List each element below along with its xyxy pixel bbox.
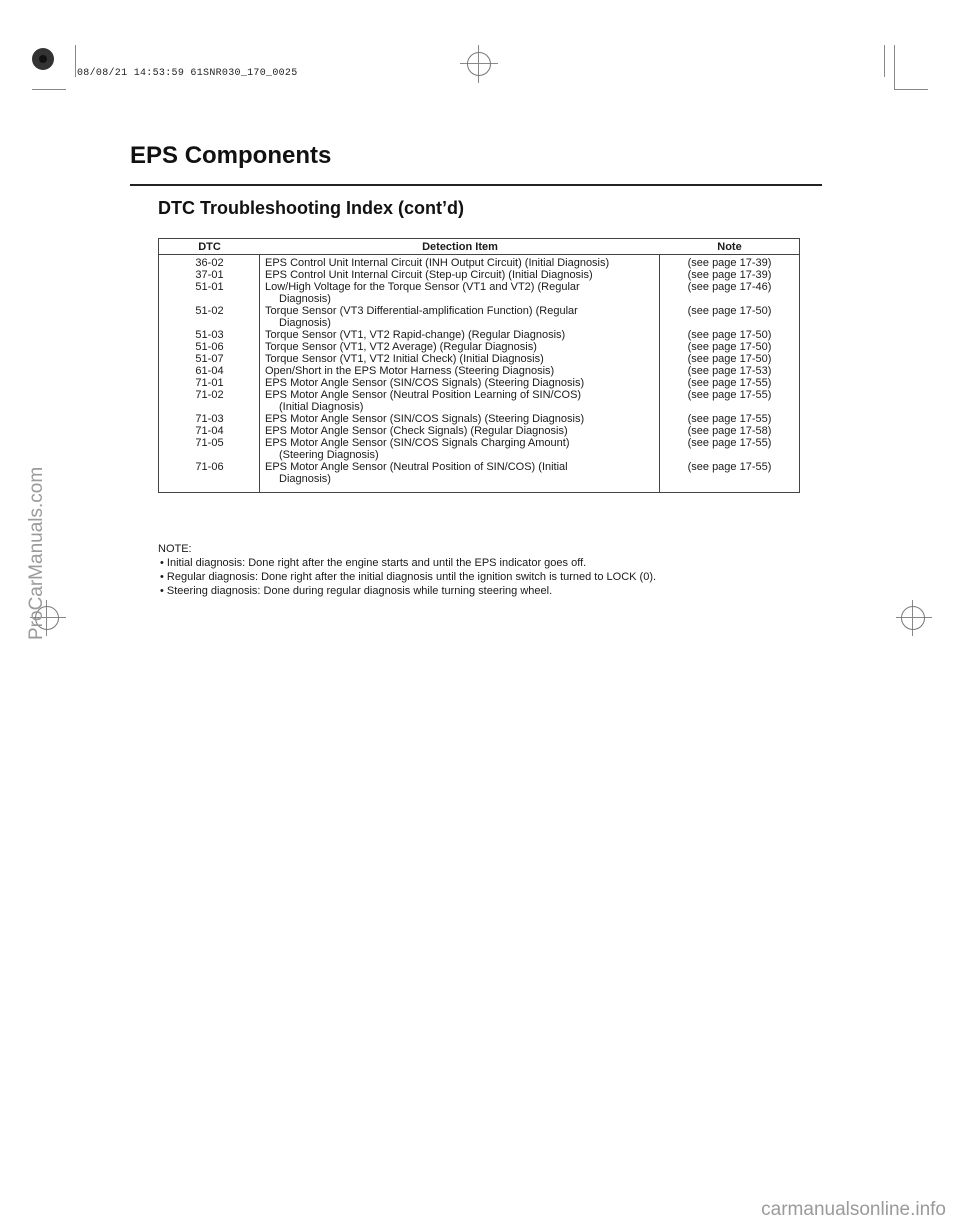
page-reference: (see page 17-55) bbox=[687, 377, 772, 389]
table-row bbox=[159, 329, 799, 341]
detection-item bbox=[260, 329, 660, 341]
table-header bbox=[159, 239, 799, 255]
dtc-code: 71-02 bbox=[195, 389, 224, 401]
table-rows bbox=[159, 257, 799, 485]
dtc-code: 71-05 bbox=[195, 437, 224, 449]
detection-item-line: EPS Control Unit Internal Circuit (Step-up Circuit) (Initial Diagnosis) bbox=[265, 269, 593, 281]
page-reference: (see page 17-55) bbox=[687, 413, 772, 425]
title-divider bbox=[130, 184, 822, 186]
dtc-code: 61-04 bbox=[195, 365, 224, 377]
detection-item-line: EPS Motor Angle Sensor (SIN/COS Signals Charging Amount) bbox=[265, 437, 570, 449]
column-header-note: Note bbox=[717, 240, 742, 253]
table-row bbox=[159, 341, 799, 353]
note-item: • Steering diagnosis: Done during regular diagnosis while turning steering wheel. bbox=[160, 585, 553, 597]
crop-mark bbox=[894, 45, 895, 89]
detection-item-line: EPS Motor Angle Sensor (Neutral Position Learning of SIN/COS) bbox=[265, 389, 582, 401]
table-row bbox=[159, 305, 799, 329]
dtc-code: 71-04 bbox=[195, 425, 224, 437]
page-reference: (see page 17-55) bbox=[687, 461, 772, 473]
table-row bbox=[159, 365, 799, 377]
footer-watermark: carmanualsonline.info bbox=[761, 1199, 946, 1220]
detection-item-line: Diagnosis) bbox=[279, 293, 331, 305]
page-reference: (see page 17-50) bbox=[687, 329, 772, 341]
dtc-code: 36-02 bbox=[195, 257, 224, 269]
detection-item bbox=[260, 353, 660, 365]
page-reference: (see page 17-50) bbox=[687, 353, 772, 365]
detection-item-line: EPS Motor Angle Sensor (SIN/COS Signals) (Steering Diagnosis) bbox=[265, 377, 585, 389]
table-row bbox=[159, 269, 799, 281]
detection-item bbox=[260, 389, 660, 413]
table-body bbox=[159, 255, 799, 492]
detection-item-line: Torque Sensor (VT1, VT2 Average) (Regular Diagnosis) bbox=[265, 341, 537, 353]
page-reference: (see page 17-55) bbox=[687, 437, 772, 449]
detection-item bbox=[260, 281, 660, 305]
page-reference: (see page 17-39) bbox=[687, 257, 772, 269]
registration-target-icon bbox=[901, 606, 925, 630]
dtc-table bbox=[158, 238, 800, 493]
dtc-code: 51-06 bbox=[195, 341, 224, 353]
dtc-code: 51-03 bbox=[195, 329, 224, 341]
page-reference: (see page 17-58) bbox=[687, 425, 772, 437]
crop-mark bbox=[32, 89, 66, 90]
detection-item-line: (Steering Diagnosis) bbox=[279, 449, 379, 461]
detection-item-line: (Initial Diagnosis) bbox=[279, 401, 364, 413]
detection-item bbox=[260, 305, 660, 329]
detection-item-line: EPS Motor Angle Sensor (SIN/COS Signals) (Steering Diagnosis) bbox=[265, 413, 585, 425]
detection-item bbox=[260, 425, 660, 437]
page-title: EPS Components bbox=[130, 142, 332, 169]
dtc-code: 71-06 bbox=[195, 461, 224, 473]
registration-target-icon bbox=[467, 52, 491, 76]
section-title: DTC Troubleshooting Index (cont’d) bbox=[158, 198, 464, 218]
crop-mark bbox=[75, 45, 76, 77]
notes-heading: NOTE: bbox=[158, 543, 192, 555]
detection-item-line: EPS Motor Angle Sensor (Neutral Position of SIN/COS) (Initial bbox=[265, 461, 568, 473]
table-row bbox=[159, 425, 799, 437]
column-header-detection-item: Detection Item bbox=[422, 240, 498, 253]
page-reference: (see page 17-46) bbox=[687, 281, 772, 293]
detection-item-line: Diagnosis) bbox=[279, 473, 331, 485]
table-row bbox=[159, 257, 799, 269]
column-header-dtc: DTC bbox=[198, 240, 221, 253]
detection-item bbox=[260, 461, 660, 485]
page-reference: (see page 17-50) bbox=[687, 305, 772, 317]
detection-item bbox=[260, 365, 660, 377]
crop-mark bbox=[894, 89, 928, 90]
dtc-code: 37-01 bbox=[195, 269, 224, 281]
detection-item bbox=[260, 257, 660, 269]
table-row bbox=[159, 377, 799, 389]
detection-item bbox=[260, 377, 660, 389]
print-timestamp: 08/08/21 14:53:59 61SNR030_170_0025 bbox=[77, 68, 298, 79]
table-row bbox=[159, 353, 799, 365]
dtc-code: 71-01 bbox=[195, 377, 224, 389]
detection-item bbox=[260, 413, 660, 425]
dtc-code: 51-07 bbox=[195, 353, 224, 365]
detection-item-line: Torque Sensor (VT1, VT2 Rapid-change) (Regular Diagnosis) bbox=[265, 329, 566, 341]
crop-mark bbox=[884, 45, 885, 77]
note-item: • Regular diagnosis: Done right after the initial diagnosis until the ignition switch is turned to LOCK (0). bbox=[160, 571, 657, 583]
table-row bbox=[159, 389, 799, 413]
detection-item bbox=[260, 341, 660, 353]
detection-item-line: EPS Motor Angle Sensor (Check Signals) (Regular Diagnosis) bbox=[265, 425, 568, 437]
table-row bbox=[159, 413, 799, 425]
side-watermark: ProCarManuals.com bbox=[26, 466, 47, 640]
detection-item-line: Diagnosis) bbox=[279, 317, 331, 329]
page-reference: (see page 17-55) bbox=[687, 389, 772, 401]
dtc-code: 71-03 bbox=[195, 413, 224, 425]
detection-item-line: Low/High Voltage for the Torque Sensor (VT1 and VT2) (Regular bbox=[265, 281, 580, 293]
page-reference: (see page 17-53) bbox=[687, 365, 772, 377]
detection-item bbox=[260, 269, 660, 281]
dtc-code: 51-01 bbox=[195, 281, 224, 293]
notes-block bbox=[158, 542, 656, 598]
note-item: • Initial diagnosis: Done right after the engine starts and until the EPS indicator goes off. bbox=[160, 557, 587, 569]
registration-dot-icon bbox=[32, 48, 54, 70]
detection-item-line: Torque Sensor (VT3 Differential-amplification Function) (Regular bbox=[265, 305, 578, 317]
dtc-code: 51-02 bbox=[195, 305, 224, 317]
detection-item-line: EPS Control Unit Internal Circuit (INH Output Circuit) (Initial Diagnosis) bbox=[265, 257, 610, 269]
table-row bbox=[159, 281, 799, 305]
page-reference: (see page 17-39) bbox=[687, 269, 772, 281]
detection-item-line: Open/Short in the EPS Motor Harness (Steering Diagnosis) bbox=[265, 365, 555, 377]
detection-item-line: Torque Sensor (VT1, VT2 Initial Check) (Initial Diagnosis) bbox=[265, 353, 544, 365]
table-row bbox=[159, 437, 799, 461]
page-reference: (see page 17-50) bbox=[687, 341, 772, 353]
detection-item bbox=[260, 437, 660, 461]
table-row bbox=[159, 461, 799, 485]
